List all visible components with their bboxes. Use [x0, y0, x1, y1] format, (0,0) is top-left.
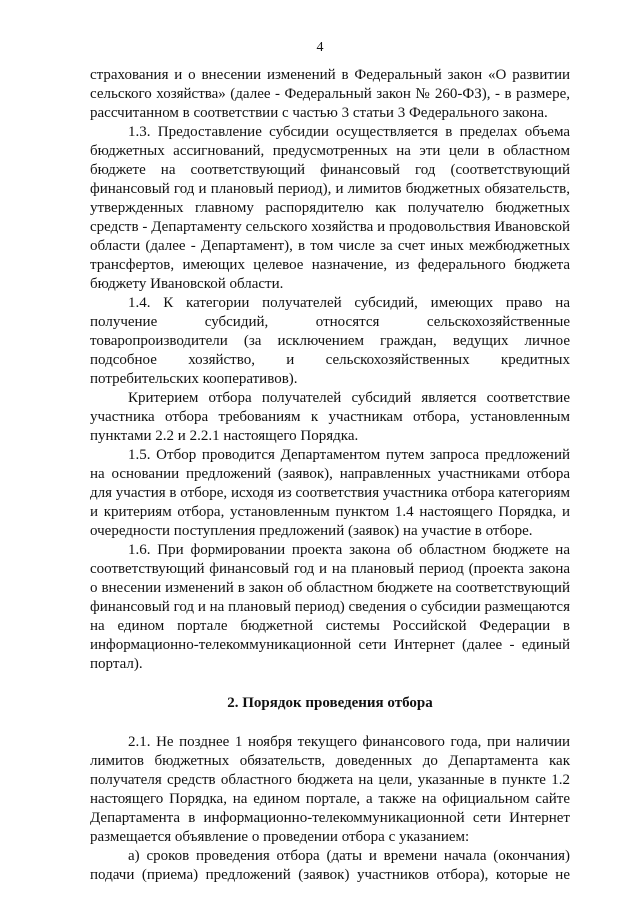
paragraph-1-5: 1.5. Отбор проводится Департаментом путем запроса предложений на основании предложений (заявок), направленных участниками отбора для участия в отборе, исходя из соответствия участника отбора категориям и критериям отбора, установленным пунктом 1.4 настоящего Порядка, и очередности поступления предложений (заявок) на участие в отборе.	[90, 447, 570, 539]
section-heading: 2. Порядок проведения отбора	[227, 695, 433, 711]
page-number: 4	[316, 40, 324, 55]
paragraph-1-4: 1.4. К категории получателей субсидий, имеющих право на получение субсидий, относятся сельскохозяйственные товаропроизводители (за исключением граждан, ведущих личное подсобное хозяйство, и сельскохозяйственных кредитных потребительских кооперативов).	[90, 295, 570, 387]
paragraph-1-3: 1.3. Предоставление субсидии осуществляется в пределах объема бюджетных ассигнований, предусмотренных на эти цели в областном бюджете на соответствующий финансовый год (соответствующий финансовый год и плановый период), и лимитов бюджетных обязательств, утвержденных главному распорядителю как получателю бюджетных средств - Департаменту сельского хозяйства и продовольствия Ивановской области (далее - Департамент), в том числе за счет иных межбюджетных трансфертов, имеющих целевое назначение, из федерального бюджета бюджету Ивановской области.	[90, 124, 570, 292]
paragraph-criterion: Критерием отбора получателей субсидий является соответствие участника отбора требованиям к участникам отбора, установленным пунктами 2.2 и 2.2.1 настоящего Порядка.	[90, 390, 570, 444]
paragraph-1-6: 1.6. При формировании проекта закона об областном бюджете на соответствующий финансовый год и на плановый период (проекта закона о внесении изменений в закон об областном бюджете на соответствующий финансовый год и на плановый период) сведения о субсидии размещаются на едином портале бюджетной системы Российской Федерации в информационно-телекоммуникационной сети Интернет (далее - единый портал).	[90, 542, 570, 672]
document-body	[90, 66, 570, 885]
paragraph-continuation: страхования и о внесении изменений в Федеральный закон «О развитии сельского хозяйства» (далее - Федеральный закон № 260-ФЗ), - в размере, рассчитанном в соответствии с частью 3 статьи 3 Федерального закона.	[90, 67, 570, 121]
paragraph-2-1: 2.1. Не позднее 1 ноября текущего финансового года, при наличии лимитов бюджетных обязательств, доведенных до Департамента как получателя средств областного бюджета на цели, указанные в пункте 1.2 настоящего Порядка, на едином портале, а также на официальном сайте Департамента в информационно-телекоммуникационной сети Интернет размещается объявление о проведении отбора с указанием:	[90, 734, 570, 845]
paragraph-2-1-a: а) сроков проведения отбора (даты и времени начала (окончания) подачи (приема) предложений (заявок) участников отбора), которые не	[90, 848, 570, 883]
